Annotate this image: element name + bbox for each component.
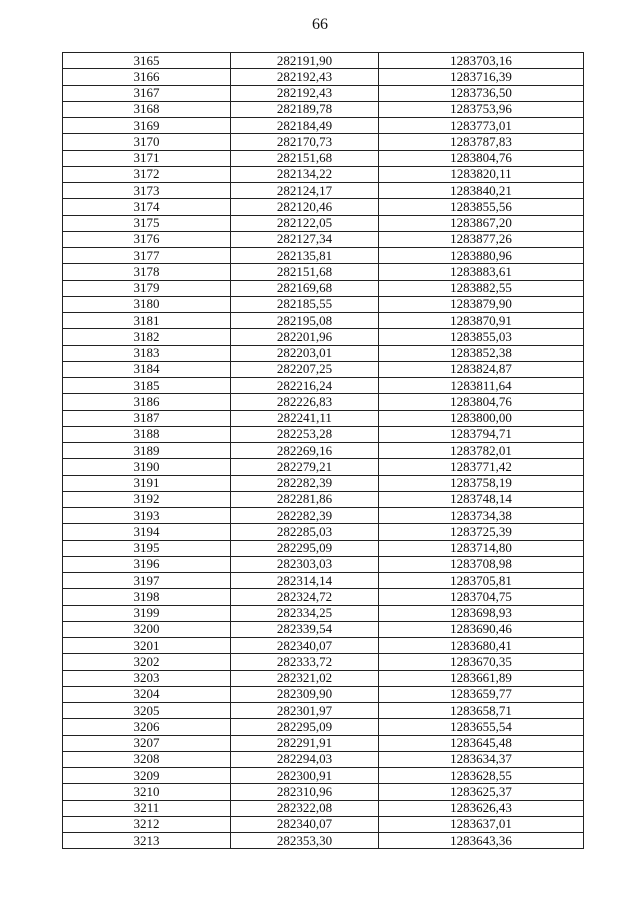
y-coordinate-cell: 1283645,48	[379, 735, 584, 751]
y-coordinate-cell: 1283852,38	[379, 345, 584, 361]
table-row	[63, 296, 584, 312]
y-coordinate-cell: 1283794,71	[379, 426, 584, 442]
table-row	[63, 475, 584, 491]
x-coordinate-cell: 282291,91	[231, 735, 379, 751]
table-row	[63, 329, 584, 345]
x-coordinate-cell: 282170,73	[231, 134, 379, 150]
table-row	[63, 410, 584, 426]
y-coordinate-cell: 1283771,42	[379, 459, 584, 475]
y-coordinate-cell: 1283658,71	[379, 703, 584, 719]
y-coordinate-cell: 1283670,35	[379, 654, 584, 670]
table-row	[63, 816, 584, 832]
y-coordinate-cell: 1283716,39	[379, 69, 584, 85]
x-coordinate-cell: 282353,30	[231, 833, 379, 849]
x-coordinate-cell: 282269,16	[231, 443, 379, 459]
y-coordinate-cell: 1283855,03	[379, 329, 584, 345]
y-coordinate-cell: 1283867,20	[379, 215, 584, 231]
y-coordinate-cell: 1283804,76	[379, 150, 584, 166]
y-coordinate-cell: 1283705,81	[379, 573, 584, 589]
x-coordinate-cell: 282253,28	[231, 426, 379, 442]
point-number-cell: 3191	[63, 475, 231, 491]
x-coordinate-cell: 282189,78	[231, 101, 379, 117]
y-coordinate-cell: 1283698,93	[379, 605, 584, 621]
x-coordinate-cell: 282279,21	[231, 459, 379, 475]
x-coordinate-cell: 282324,72	[231, 589, 379, 605]
x-coordinate-cell: 282281,86	[231, 491, 379, 507]
table-row	[63, 589, 584, 605]
x-coordinate-cell: 282201,96	[231, 329, 379, 345]
point-number-cell: 3197	[63, 573, 231, 589]
table-row	[63, 118, 584, 134]
table-row	[63, 508, 584, 524]
table-row	[63, 751, 584, 767]
x-coordinate-cell: 282334,25	[231, 605, 379, 621]
y-coordinate-cell: 1283626,43	[379, 800, 584, 816]
table-row	[63, 686, 584, 702]
point-number-cell: 3170	[63, 134, 231, 150]
x-coordinate-cell: 282120,46	[231, 199, 379, 215]
y-coordinate-cell: 1283655,54	[379, 719, 584, 735]
point-number-cell: 3196	[63, 556, 231, 572]
point-number-cell: 3193	[63, 508, 231, 524]
y-coordinate-cell: 1283811,64	[379, 378, 584, 394]
x-coordinate-cell: 282124,17	[231, 183, 379, 199]
table-row	[63, 85, 584, 101]
x-coordinate-cell: 282241,11	[231, 410, 379, 426]
point-number-cell: 3188	[63, 426, 231, 442]
point-number-cell: 3201	[63, 638, 231, 654]
table-row	[63, 101, 584, 117]
page-number: 66	[312, 16, 328, 33]
point-number-cell: 3212	[63, 816, 231, 832]
x-coordinate-cell: 282192,43	[231, 85, 379, 101]
table-row	[63, 313, 584, 329]
x-coordinate-cell: 282134,22	[231, 166, 379, 182]
y-coordinate-cell: 1283800,00	[379, 410, 584, 426]
table-row	[63, 491, 584, 507]
table-row	[63, 735, 584, 751]
table-row	[63, 703, 584, 719]
x-coordinate-cell: 282226,83	[231, 394, 379, 410]
table-row	[63, 768, 584, 784]
x-coordinate-cell: 282285,03	[231, 524, 379, 540]
y-coordinate-cell: 1283625,37	[379, 784, 584, 800]
y-coordinate-cell: 1283748,14	[379, 491, 584, 507]
table-row	[63, 248, 584, 264]
table-row	[63, 394, 584, 410]
x-coordinate-cell: 282321,02	[231, 670, 379, 686]
x-coordinate-cell: 282192,43	[231, 69, 379, 85]
point-number-cell: 3208	[63, 751, 231, 767]
table-row	[63, 231, 584, 247]
point-number-cell: 3175	[63, 215, 231, 231]
point-number-cell: 3200	[63, 621, 231, 637]
x-coordinate-cell: 282282,39	[231, 508, 379, 524]
x-coordinate-cell: 282191,90	[231, 53, 379, 69]
table-row	[63, 69, 584, 85]
table-row	[63, 199, 584, 215]
point-number-cell: 3210	[63, 784, 231, 800]
x-coordinate-cell: 282216,24	[231, 378, 379, 394]
table-row	[63, 378, 584, 394]
x-coordinate-cell: 282195,08	[231, 313, 379, 329]
table-row	[63, 215, 584, 231]
point-number-cell: 3167	[63, 85, 231, 101]
x-coordinate-cell: 282340,07	[231, 816, 379, 832]
y-coordinate-cell: 1283882,55	[379, 280, 584, 296]
y-coordinate-cell: 1283855,56	[379, 199, 584, 215]
y-coordinate-cell: 1283725,39	[379, 524, 584, 540]
table-row	[63, 540, 584, 556]
y-coordinate-cell: 1283736,50	[379, 85, 584, 101]
y-coordinate-cell: 1283708,98	[379, 556, 584, 572]
point-number-cell: 3189	[63, 443, 231, 459]
y-coordinate-cell: 1283824,87	[379, 361, 584, 377]
x-coordinate-cell: 282295,09	[231, 719, 379, 735]
x-coordinate-cell: 282135,81	[231, 248, 379, 264]
point-number-cell: 3187	[63, 410, 231, 426]
point-number-cell: 3194	[63, 524, 231, 540]
point-number-cell: 3206	[63, 719, 231, 735]
x-coordinate-cell: 282309,90	[231, 686, 379, 702]
point-number-cell: 3209	[63, 768, 231, 784]
table-row	[63, 556, 584, 572]
y-coordinate-cell: 1283787,83	[379, 134, 584, 150]
point-number-cell: 3172	[63, 166, 231, 182]
y-coordinate-cell: 1283880,96	[379, 248, 584, 264]
point-number-cell: 3195	[63, 540, 231, 556]
x-coordinate-cell: 282151,68	[231, 150, 379, 166]
table-row	[63, 800, 584, 816]
y-coordinate-cell: 1283883,61	[379, 264, 584, 280]
point-number-cell: 3166	[63, 69, 231, 85]
y-coordinate-cell: 1283661,89	[379, 670, 584, 686]
y-coordinate-cell: 1283634,37	[379, 751, 584, 767]
point-number-cell: 3179	[63, 280, 231, 296]
x-coordinate-cell: 282340,07	[231, 638, 379, 654]
y-coordinate-cell: 1283782,01	[379, 443, 584, 459]
table-row	[63, 459, 584, 475]
point-number-cell: 3176	[63, 231, 231, 247]
table-row	[63, 426, 584, 442]
x-coordinate-cell: 282300,91	[231, 768, 379, 784]
point-number-cell: 3165	[63, 53, 231, 69]
x-coordinate-cell: 282151,68	[231, 264, 379, 280]
y-coordinate-cell: 1283680,41	[379, 638, 584, 654]
table-row	[63, 784, 584, 800]
point-number-cell: 3168	[63, 101, 231, 117]
point-number-cell: 3183	[63, 345, 231, 361]
point-number-cell: 3205	[63, 703, 231, 719]
x-coordinate-cell: 282310,96	[231, 784, 379, 800]
y-coordinate-cell: 1283753,96	[379, 101, 584, 117]
y-coordinate-cell: 1283840,21	[379, 183, 584, 199]
x-coordinate-cell: 282203,01	[231, 345, 379, 361]
point-number-cell: 3207	[63, 735, 231, 751]
table-row	[63, 280, 584, 296]
table-row	[63, 833, 584, 849]
x-coordinate-cell: 282303,03	[231, 556, 379, 572]
point-number-cell: 3190	[63, 459, 231, 475]
y-coordinate-cell: 1283628,55	[379, 768, 584, 784]
x-coordinate-cell: 282185,55	[231, 296, 379, 312]
table-row	[63, 264, 584, 280]
table-row	[63, 183, 584, 199]
point-number-cell: 3177	[63, 248, 231, 264]
table-row	[63, 134, 584, 150]
y-coordinate-cell: 1283714,80	[379, 540, 584, 556]
x-coordinate-cell: 282314,14	[231, 573, 379, 589]
point-number-cell: 3213	[63, 833, 231, 849]
point-number-cell: 3186	[63, 394, 231, 410]
table-row	[63, 53, 584, 69]
point-number-cell: 3203	[63, 670, 231, 686]
y-coordinate-cell: 1283877,26	[379, 231, 584, 247]
point-number-cell: 3198	[63, 589, 231, 605]
coordinates-table-body	[63, 53, 584, 849]
x-coordinate-cell: 282295,09	[231, 540, 379, 556]
point-number-cell: 3192	[63, 491, 231, 507]
y-coordinate-cell: 1283879,90	[379, 296, 584, 312]
point-number-cell: 3180	[63, 296, 231, 312]
table-row	[63, 345, 584, 361]
point-number-cell: 3173	[63, 183, 231, 199]
point-number-cell: 3169	[63, 118, 231, 134]
point-number-cell: 3204	[63, 686, 231, 702]
point-number-cell: 3171	[63, 150, 231, 166]
point-number-cell: 3199	[63, 605, 231, 621]
y-coordinate-cell: 1283820,11	[379, 166, 584, 182]
y-coordinate-cell: 1283773,01	[379, 118, 584, 134]
table-row	[63, 605, 584, 621]
y-coordinate-cell: 1283690,46	[379, 621, 584, 637]
table-row	[63, 443, 584, 459]
x-coordinate-cell: 282301,97	[231, 703, 379, 719]
point-number-cell: 3184	[63, 361, 231, 377]
x-coordinate-cell: 282282,39	[231, 475, 379, 491]
point-number-cell: 3178	[63, 264, 231, 280]
point-number-cell: 3174	[63, 199, 231, 215]
x-coordinate-cell: 282184,49	[231, 118, 379, 134]
x-coordinate-cell: 282122,05	[231, 215, 379, 231]
point-number-cell: 3181	[63, 313, 231, 329]
y-coordinate-cell: 1283804,76	[379, 394, 584, 410]
y-coordinate-cell: 1283758,19	[379, 475, 584, 491]
coordinates-table	[62, 52, 584, 849]
x-coordinate-cell: 282169,68	[231, 280, 379, 296]
point-number-cell: 3182	[63, 329, 231, 345]
table-row	[63, 361, 584, 377]
x-coordinate-cell: 282294,03	[231, 751, 379, 767]
y-coordinate-cell: 1283704,75	[379, 589, 584, 605]
table-row	[63, 621, 584, 637]
y-coordinate-cell: 1283659,77	[379, 686, 584, 702]
y-coordinate-cell: 1283870,91	[379, 313, 584, 329]
y-coordinate-cell: 1283643,36	[379, 833, 584, 849]
x-coordinate-cell: 282339,54	[231, 621, 379, 637]
table-row	[63, 150, 584, 166]
table-row	[63, 670, 584, 686]
point-number-cell: 3185	[63, 378, 231, 394]
table-row	[63, 654, 584, 670]
y-coordinate-cell: 1283734,38	[379, 508, 584, 524]
x-coordinate-cell: 282127,34	[231, 231, 379, 247]
x-coordinate-cell: 282322,08	[231, 800, 379, 816]
x-coordinate-cell: 282207,25	[231, 361, 379, 377]
table-row	[63, 719, 584, 735]
x-coordinate-cell: 282333,72	[231, 654, 379, 670]
point-number-cell: 3211	[63, 800, 231, 816]
table-row	[63, 638, 584, 654]
y-coordinate-cell: 1283703,16	[379, 53, 584, 69]
table-row	[63, 524, 584, 540]
table-row	[63, 573, 584, 589]
y-coordinate-cell: 1283637,01	[379, 816, 584, 832]
table-row	[63, 166, 584, 182]
point-number-cell: 3202	[63, 654, 231, 670]
